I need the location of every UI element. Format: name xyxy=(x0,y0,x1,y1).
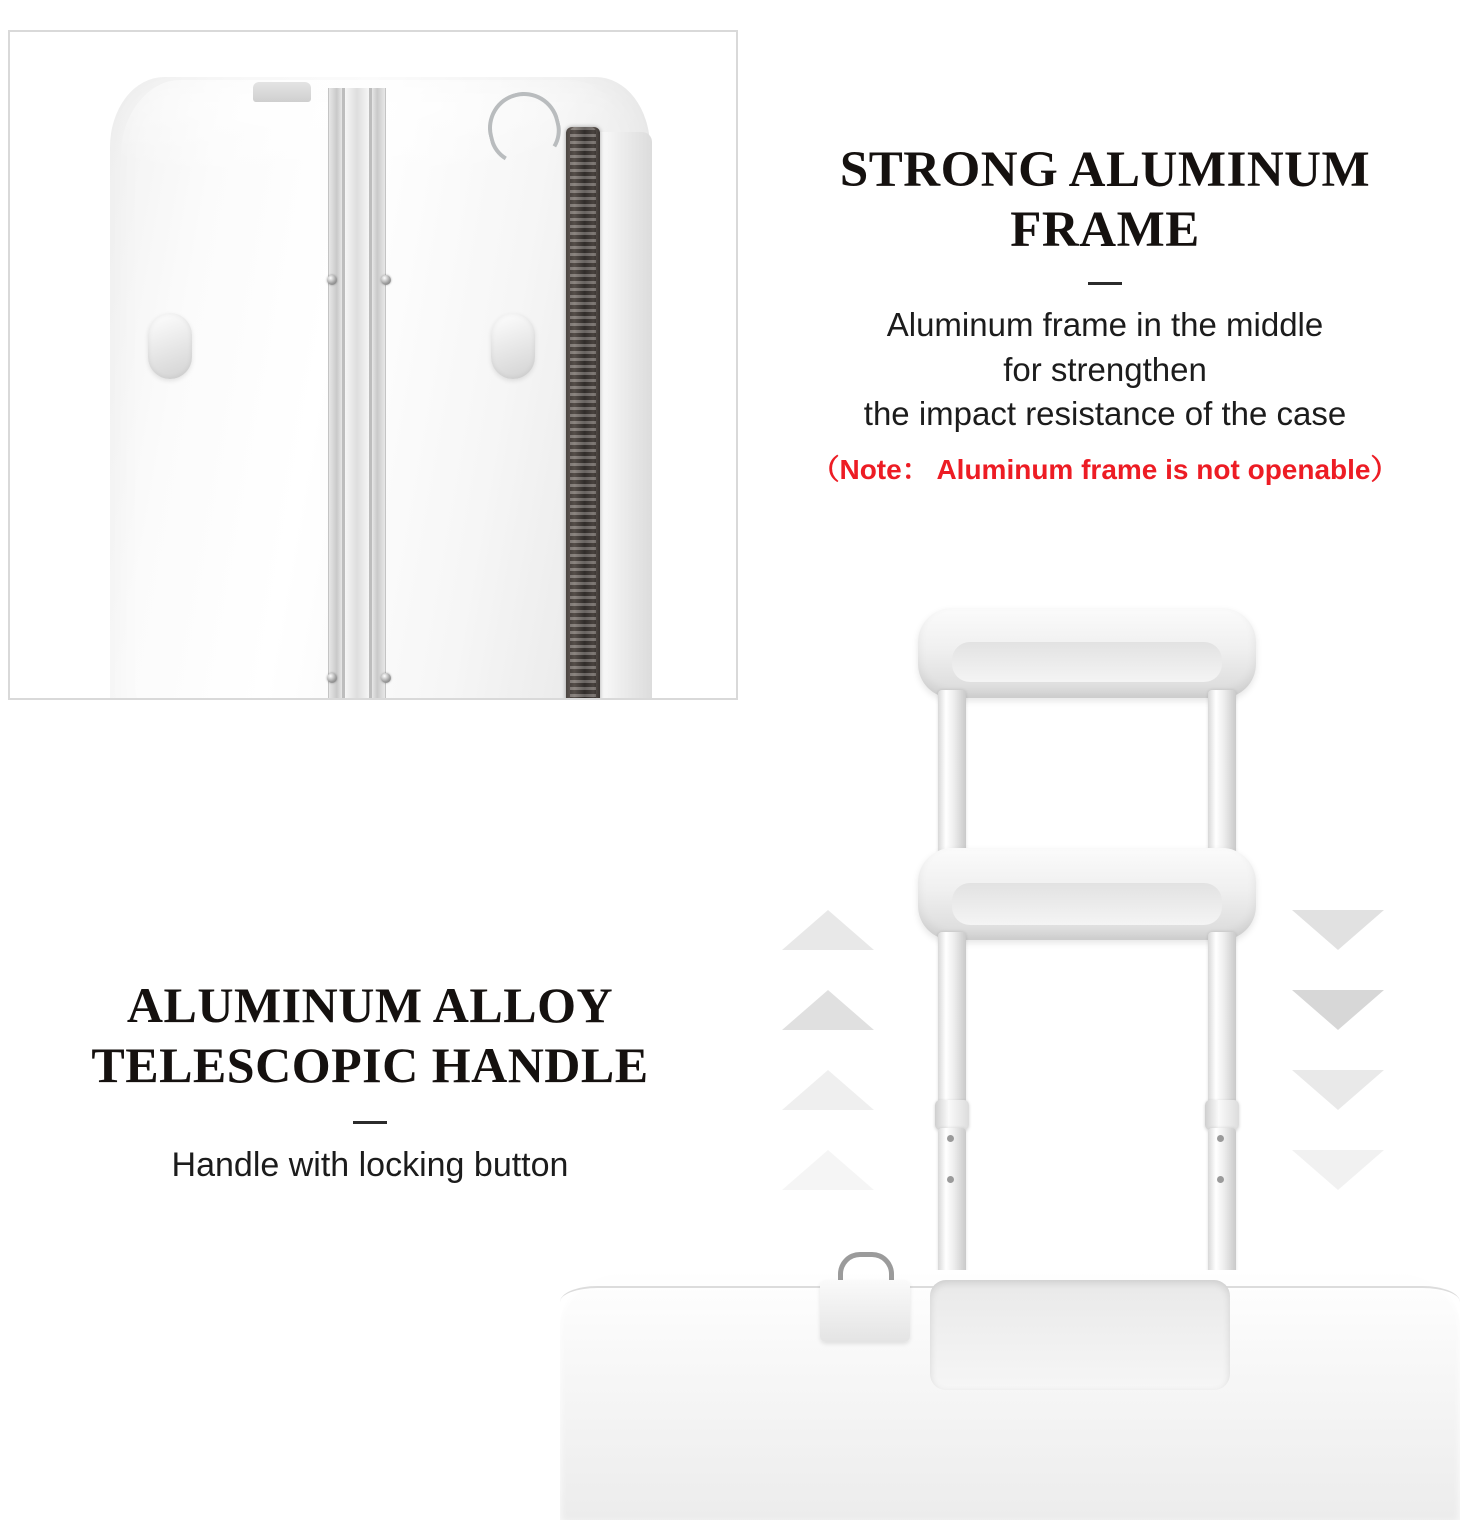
headline-divider xyxy=(20,1121,720,1124)
handle-post-lower-right-upper xyxy=(1208,932,1236,1107)
chevron-up-icon xyxy=(782,990,874,1030)
handle-locking-hole xyxy=(947,1135,954,1142)
handle-locking-hole xyxy=(947,1176,954,1183)
chevron-down-icon xyxy=(1292,1070,1384,1110)
frame-rivet xyxy=(381,673,391,683)
side-grip-right xyxy=(491,313,535,379)
handle-recess-well xyxy=(930,1280,1230,1390)
handle-grip-upper-inner xyxy=(952,642,1222,682)
handle-grip-lower-inner xyxy=(952,883,1222,925)
frame-rivet xyxy=(381,275,391,285)
handle-locking-hole xyxy=(1217,1176,1224,1183)
telescopic-handle-headline: ALUMINUM ALLOY TELESCOPIC HANDLE xyxy=(91,977,649,1093)
frame-rivet xyxy=(327,673,337,683)
chevron-down-icon xyxy=(1292,1150,1384,1190)
aluminum-frame-headline: STRONG ALUMINUM FRAME xyxy=(839,142,1371,259)
handle-locking-hole xyxy=(1217,1135,1224,1142)
chevron-up-icon xyxy=(782,910,874,950)
aluminum-frame-text-block xyxy=(760,140,1450,488)
aluminum-frame-strip xyxy=(328,88,386,700)
chevron-down-icon xyxy=(1292,910,1384,950)
chevron-up-icon xyxy=(782,1150,874,1190)
side-grip-left xyxy=(148,313,192,379)
handle-joint-right xyxy=(1205,1100,1239,1130)
frame-rivet xyxy=(327,275,337,285)
handle-joint-left xyxy=(935,1100,969,1130)
headline-divider xyxy=(760,282,1450,285)
telescopic-handle-body: Handle with locking button xyxy=(171,1146,569,1184)
chevron-up-icon xyxy=(782,1070,874,1110)
aluminum-frame-body-line-1: Aluminum frame in the middle xyxy=(886,306,1324,344)
suitcase-right-edge xyxy=(600,132,652,700)
suitcase-top-nub xyxy=(253,82,311,102)
telescopic-handle-text-block xyxy=(20,975,720,1185)
handle-post-lower-left-upper xyxy=(938,932,966,1107)
aluminum-frame-body-line-2: for strengthen xyxy=(1003,350,1207,388)
luggage-lock xyxy=(820,1280,910,1342)
chevron-down-icon xyxy=(1292,990,1384,1030)
aluminum-frame-note: （Note： Aluminum frame is not openable） xyxy=(811,454,1399,485)
suitcase-zipper xyxy=(566,127,600,700)
suitcase-frame-photo xyxy=(8,30,738,700)
handle-post-upper-right xyxy=(1208,690,1236,860)
handle-post-upper-left xyxy=(938,690,966,860)
aluminum-frame-body-line-3: the impact resistance of the case xyxy=(863,394,1347,432)
telescopic-handle-illustration xyxy=(740,580,1460,1500)
